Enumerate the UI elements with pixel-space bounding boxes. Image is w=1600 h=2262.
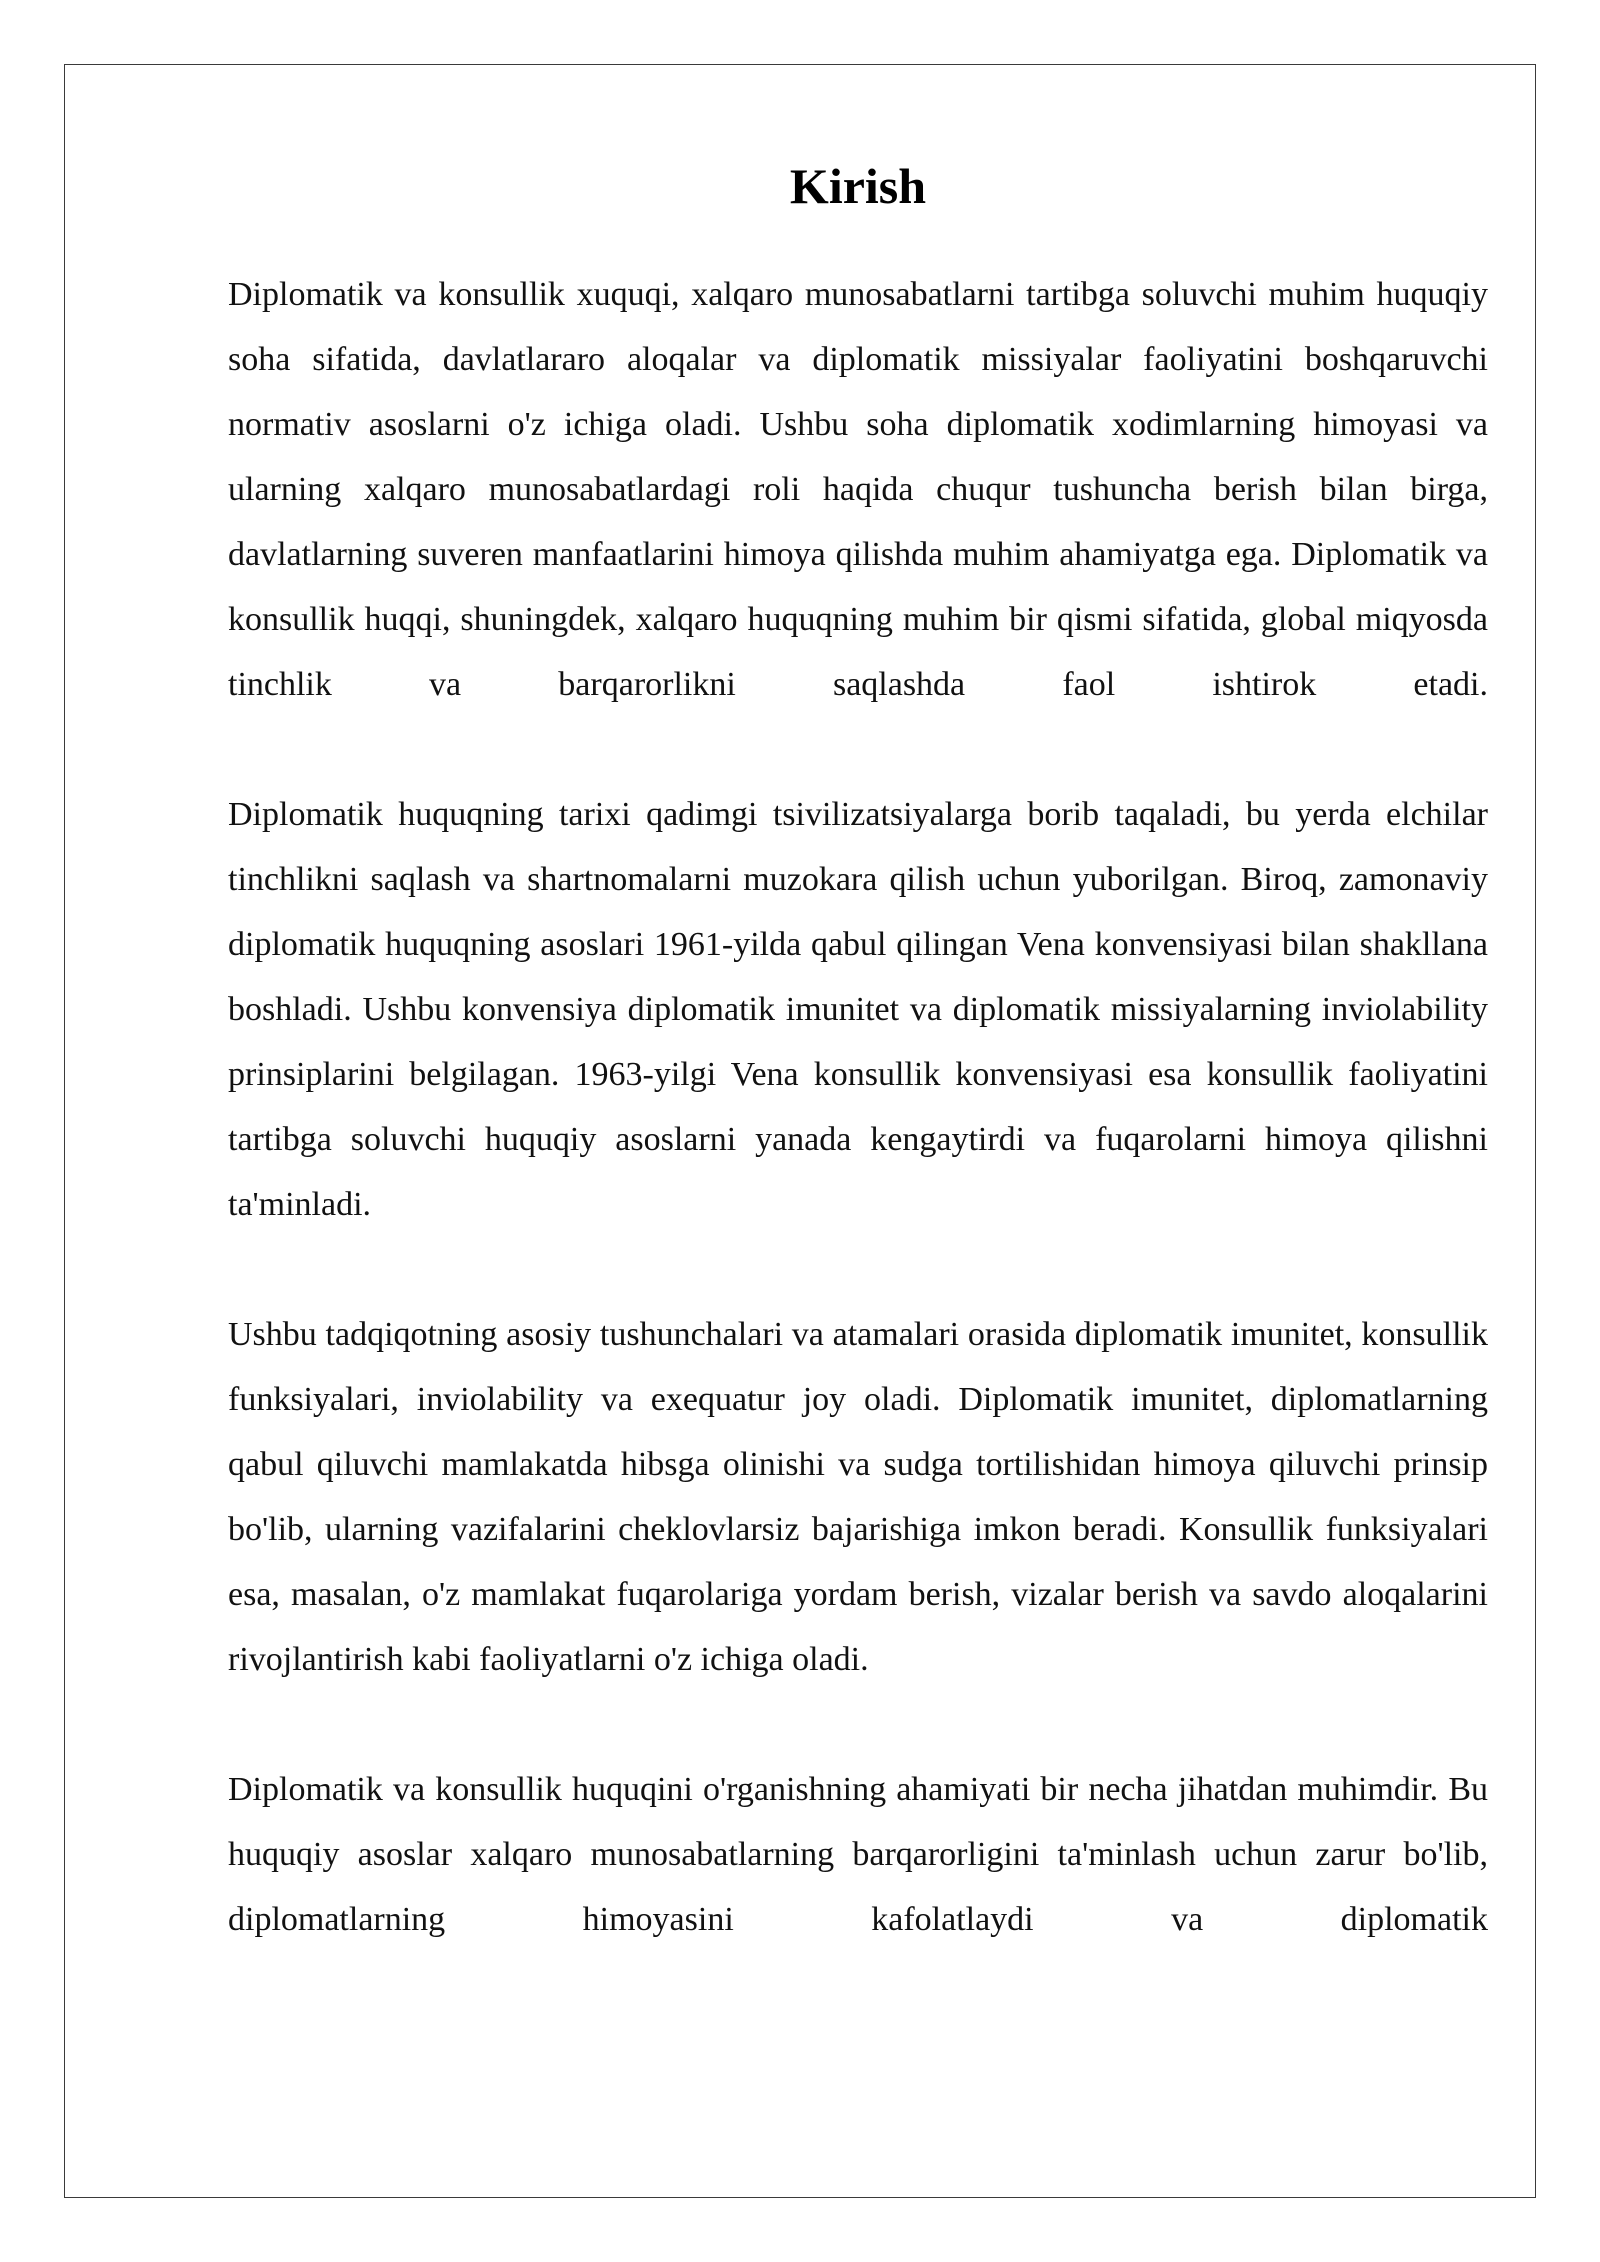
- document-title: Kirish: [789, 158, 927, 214]
- paragraph-3: Ushbu tadqiqotning asosiy tushunchalari va atamalari orasida diplomatik imunitet, konsullik funksiyalari, inviolability va exequatur joy oladi. Diplomatik imunitet, diplomatlarning qabul qiluvchi mamlakatda hibsga olinishi va sudga tortilishidan himoya qiluvchi prinsip bo'lib, ularning vazifalarini cheklovlarsiz bajarishiga imkon beradi. Konsullik funksiyalari esa, masalan, o'z mamlakat fuqarolariga yordam berish, vizalar berish va savdo aloqalarini rivojlantirish kabi faoliyatlarni o'z ichiga oladi.: [228, 1316, 1488, 1678]
- page-content: [228, 150, 1488, 1952]
- paragraph-2: Diplomatik huquqning tarixi qadimgi tsivilizatsiyalarga borib taqaladi, bu yerda elchilar tinchlikni saqlash va shartnomalarni muzokara qilish uchun yuborilgan. Biroq, zamonaviy diplomatik huquqning asoslari 1961-yilda qabul qilingan Vena konvensiyasi bilan shakllana boshladi. Ushbu konvensiya diplomatik imunitet va diplomatik missiyalarning inviolability prinsiplarini belgilagan. 1963-yilgi Vena konsullik konvensiyasi esa konsullik faoliyatini tartibga soluvchi huquqiy asoslarni yanada kengaytirdi va fuqarolarni himoya qilishni ta'minladi.: [228, 796, 1488, 1223]
- paragraph-4: Diplomatik va konsullik huquqini o'rganishning ahamiyati bir necha jihatdan muhimdir. Bu huquqiy asoslar xalqaro munosabatlarning barqarorligini ta'minlash uchun zarur bo'lib, diplomatlarning himoyasini kafolatlaydi va diplomatik: [228, 1771, 1488, 1938]
- paragraph-1: Diplomatik va konsullik xuquqi, xalqaro munosabatlarni tartibga soluvchi muhim huquqiy soha sifatida, davlatlararo aloqalar va diplomatik missiyalar faoliyatini boshqaruvchi normativ asoslarni o'z ichiga oladi. Ushbu soha diplomatik xodimlarning himoyasi va ularning xalqaro munosabatlardagi roli haqida chuqur tushuncha berish bilan birga, davlatlarning suveren manfaatlarini himoya qilishda muhim ahamiyatga ega. Diplomatik va konsullik huqqi, shuningdek, xalqaro huquqning muhim bir qismi sifatida, global miqyosda tinchlik va barqarorlikni saqlashda faol ishtirok etadi.: [228, 276, 1488, 703]
